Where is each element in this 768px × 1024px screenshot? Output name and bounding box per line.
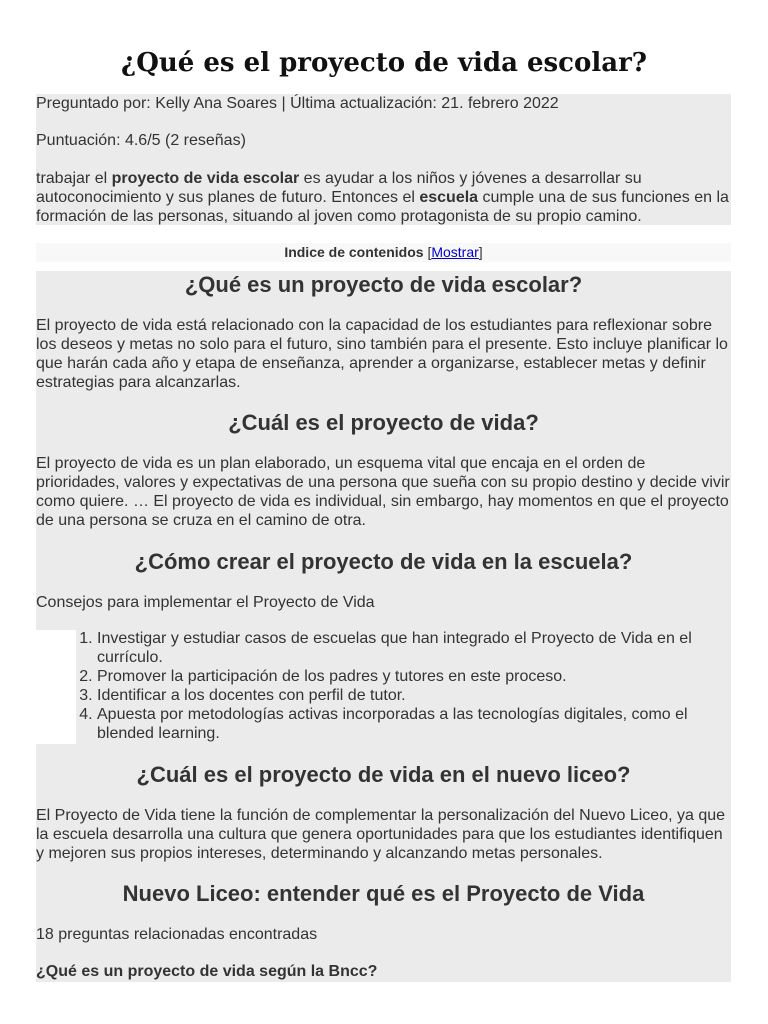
- intro-text-2: es ayudar a los niños y jóvenes a desarrollar su autoconocimiento y sus planes de futuro. Entonces el: [36, 170, 642, 206]
- article-meta-block: [36, 94, 731, 225]
- asked-by-line: Preguntado por: Kelly Ana Soares | Última actualización: 21. febrero 2022: [36, 95, 559, 112]
- page-title: ¿Qué es el proyecto de vida escolar?: [120, 48, 648, 78]
- toc-label: Indice de contenidos: [284, 244, 424, 260]
- list-item: 3. Identificar a los docentes con perfil de tutor.: [97, 686, 737, 705]
- toc-bracket-open: [: [427, 244, 432, 260]
- section-heading-5: Nuevo Liceo: entender qué es el Proyecto de Vida: [122, 881, 645, 906]
- intro-text-1: trabajar el: [36, 170, 112, 187]
- section-text-4: El Proyecto de Vida tiene la función de complementar la personalización del Nuevo Liceo, ya que la escuela desarrolla una cultura que genera oportunidades para que los estudiantes identifiquen y mejoren sus propios intereses, determinando y alcanzando metas personales.: [36, 807, 726, 862]
- related-question[interactable]: ¿Qué es un proyecto de vida según la Bncc?: [36, 963, 378, 980]
- intro-bold-2: escuela: [419, 189, 479, 206]
- list-item: 1. Investigar y estudiar casos de escuelas que han integrado el Proyecto de Vida en el currículo.: [97, 629, 737, 667]
- article-body: [36, 271, 731, 982]
- table-of-contents: [36, 243, 731, 262]
- section-heading-2: ¿Cuál es el proyecto de vida?: [228, 410, 539, 435]
- toc-show-link[interactable]: Mostrar: [431, 244, 479, 260]
- rating-line: Puntuación: 4.6/5 (2 reseñas): [36, 132, 246, 149]
- section-text-5: 18 preguntas relacionadas encontradas: [36, 926, 318, 943]
- tips-list: [76, 629, 737, 743]
- list-item: 4. Apuesta por metodologías activas incorporadas a las tecnologías digitales, como el blended learning.: [97, 705, 737, 743]
- section-text-2: El proyecto de vida es un plan elaborado, un esquema vital que encaja en el orden de prioridades, valores y expectativas de una persona que sueña con su propio destino y decide vivir como quiere. … El proyecto de vida es individual, sin embargo, hay momentos en que el proyecto de una persona se cruza en el camino de otra.: [36, 455, 730, 529]
- section-heading-3: ¿Cómo crear el proyecto de vida en la escuela?: [134, 549, 633, 574]
- toc-bracket-close: ]: [478, 244, 483, 260]
- intro-paragraph: [36, 169, 731, 226]
- list-item: 2. Promover la participación de los padres y tutores en este proceso.: [97, 667, 737, 686]
- section-text-3: Consejos para implementar el Proyecto de Vida: [36, 594, 375, 611]
- section-text-1: El proyecto de vida está relacionado con la capacidad de los estudiantes para reflexionar sobre los deseos y metas no solo para el futuro, sino también para el presente. Esto incluye planificar lo que harán cada año y etapa de enseñanza, aprender a organizarse, establecer metas y definir estrategias para alcanzarlas.: [36, 317, 728, 391]
- intro-bold-1: proyecto de vida escolar: [111, 170, 300, 187]
- intro-text-3: cumple una de sus funciones en la formación de las personas, situando al joven como protagonista de su propio camino.: [36, 189, 729, 225]
- section-heading-4: ¿Cuál es el proyecto de vida en el nuevo liceo?: [136, 762, 631, 787]
- section-heading-1: ¿Qué es un proyecto de vida escolar?: [184, 272, 583, 297]
- list-margin: [36, 630, 76, 744]
